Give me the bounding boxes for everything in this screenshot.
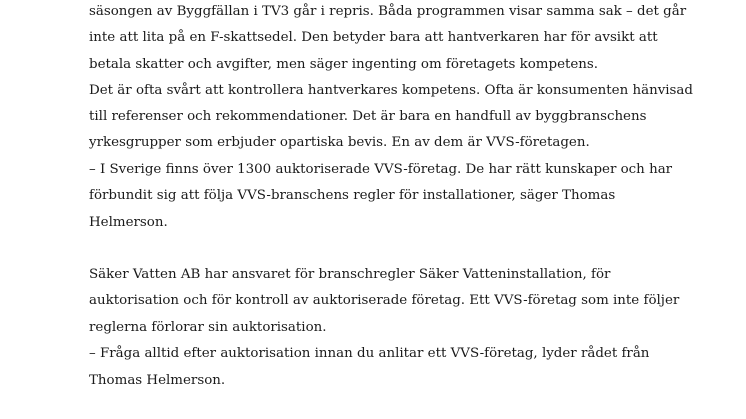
text-line: säsongen av Byggfällan i TV3 går i repris. Båda programmen visar samma sak – det går (89, 4, 687, 19)
text-line: – Fråga alltid efter auktorisation innan du anlitar ett VVS-företag, lyder rådet från (89, 346, 650, 361)
text-line: förbundit sig att följa VVS-branschens regler för installationer, säger Thomas (89, 188, 616, 203)
text-line: till referenser och rekommendationer. Det är bara en handfull av byggbranschens (89, 109, 647, 124)
text-line: Det är ofta svårt att kontrollera hantverkares kompetens. Ofta är konsumenten hänvisad (89, 83, 693, 98)
text-line: Thomas Helmerson. (89, 373, 226, 388)
text-line: auktorisation och för kontroll av auktoriserade företag. Ett VVS-företag som inte följer (89, 293, 680, 308)
text-line: Helmerson. (89, 215, 168, 230)
text-line: – I Sverige finns över 1300 auktoriserade VVS-företag. De har rätt kunskaper och har (89, 162, 673, 177)
text-line: inte att lita på en F-skattsedel. Den betyder bara att hantverkaren har för avsikt att (89, 30, 658, 45)
text-line: yrkesgrupper som erbjuder opartiska bevis. En av dem är VVS-företagen. (89, 135, 590, 150)
text-line: Säker Vatten AB har ansvaret för branschregler Säker Vatteninstallation, för (89, 267, 611, 282)
text-line: betala skatter och avgifter, men säger ingenting om företagets kompetens. (89, 57, 599, 72)
text-line: reglerna förlorar sin auktorisation. (89, 320, 327, 335)
